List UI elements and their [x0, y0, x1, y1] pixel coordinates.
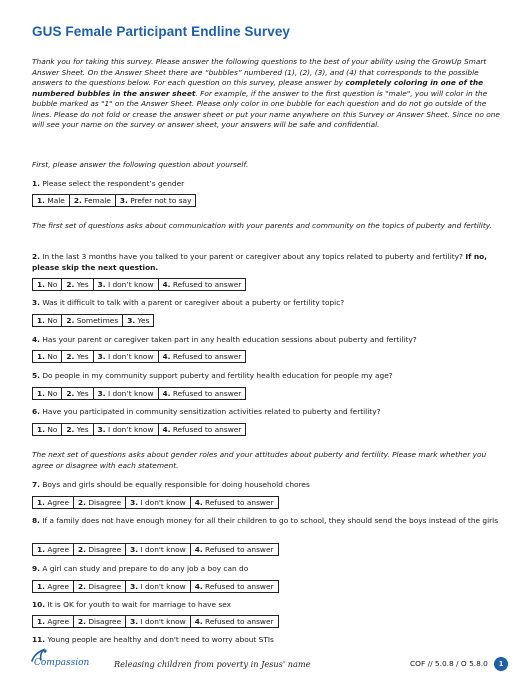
option-number: 3. — [97, 425, 106, 434]
intro-text-1: Thank you for taking this survey. Please answer the following questions to the best of your ability using the GrowUp Smart Answer Sheet. On the Answer Sheet there are “bubbles” numbered (1), (2), (3), and (4) that corresponds to the possible answers to the questions below. For each question on this survey, please answer by — [32, 57, 487, 87]
document-code: COF // 5.0.8 / O 5.8.0 — [410, 659, 488, 668]
option-agree[interactable] — [33, 616, 74, 627]
option-label: Yes — [137, 316, 150, 325]
option-disagree[interactable] — [74, 497, 126, 508]
option-number: 3. — [130, 617, 139, 626]
question-number: 2. — [32, 252, 40, 261]
options-q9 — [32, 580, 279, 593]
options-q10 — [32, 615, 279, 628]
options-q2 — [32, 278, 246, 291]
option-number: 1. — [37, 389, 45, 398]
option-label: Disagree — [88, 617, 122, 626]
option-dont-know[interactable] — [94, 424, 159, 435]
question-text: Young people are healthy and don't need to worry about STIs — [47, 635, 274, 644]
option-dont-know[interactable] — [126, 497, 191, 508]
option-number: 1. — [37, 316, 45, 325]
option-number: 2. — [66, 280, 75, 289]
option-label: I don’t know — [107, 280, 154, 289]
option-dont-know[interactable] — [94, 351, 159, 362]
option-number: 4. — [162, 280, 171, 289]
page-number-badge: 1 — [494, 657, 508, 671]
option-male[interactable] — [33, 195, 70, 206]
option-label: No — [47, 316, 58, 325]
option-prefer-not-to-say[interactable] — [116, 195, 196, 206]
option-number: 2. — [66, 389, 75, 398]
option-number: 1. — [37, 498, 45, 507]
option-female[interactable] — [70, 195, 116, 206]
option-number: 3. — [97, 352, 106, 361]
question-number: 4. — [32, 335, 40, 344]
option-number: 1. — [37, 280, 45, 289]
survey-title: GUS Female Participant Endline Survey — [32, 24, 291, 39]
option-number: 2. — [78, 545, 86, 554]
option-number: 4. — [194, 498, 203, 507]
question-7 — [32, 480, 504, 491]
option-number: 3. — [130, 498, 139, 507]
option-label: No — [47, 280, 58, 289]
options-q6 — [32, 423, 246, 436]
question-number: 9. — [32, 564, 40, 573]
option-label: Agree — [47, 582, 70, 591]
option-label: Refused to answer — [172, 389, 242, 398]
option-number: 1. — [37, 545, 45, 554]
option-yes[interactable] — [62, 388, 93, 399]
option-agree[interactable] — [33, 581, 74, 592]
option-number: 3. — [97, 280, 106, 289]
question-number: 11. — [32, 635, 46, 644]
option-number: 4. — [162, 389, 171, 398]
option-number: 3. — [119, 196, 128, 205]
option-agree[interactable] — [33, 544, 74, 555]
option-label: I don't know — [140, 498, 186, 507]
option-label: Agree — [47, 498, 70, 507]
option-number: 3. — [127, 316, 136, 325]
option-yes[interactable] — [62, 424, 93, 435]
option-yes[interactable] — [123, 315, 153, 326]
option-number: 2. — [78, 582, 86, 591]
question-number: 7. — [32, 480, 40, 489]
option-number: 3. — [97, 389, 106, 398]
option-refused[interactable] — [159, 388, 246, 399]
question-number: 8. — [32, 516, 40, 525]
option-label: Disagree — [88, 582, 122, 591]
option-number: 3. — [130, 545, 139, 554]
option-refused[interactable] — [191, 544, 278, 555]
option-label: Yes — [76, 280, 89, 289]
question-text: Has your parent or caregiver taken part in any health education sessions about puberty and fertility? — [42, 335, 417, 344]
option-no[interactable] — [33, 351, 62, 362]
option-yes[interactable] — [62, 279, 93, 290]
option-label: Agree — [47, 545, 70, 554]
option-dont-know[interactable] — [126, 616, 191, 627]
options-q1 — [32, 194, 196, 207]
option-number: 4. — [194, 617, 203, 626]
option-no[interactable] — [33, 424, 62, 435]
option-number: 1. — [37, 352, 45, 361]
options-q3 — [32, 314, 154, 327]
option-label: Male — [47, 196, 65, 205]
intro-emphasis: completely coloring in one of the numbered bubbles in the answer sheet — [32, 78, 484, 98]
option-refused[interactable] — [191, 581, 278, 592]
option-label: I don't know — [140, 582, 186, 591]
question-2 — [32, 252, 504, 273]
question-6 — [32, 407, 504, 418]
option-number: 2. — [66, 425, 75, 434]
option-label: I don’t know — [107, 389, 154, 398]
option-label: No — [47, 389, 58, 398]
question-number: 5. — [32, 371, 40, 380]
question-number: 10. — [32, 600, 46, 609]
intro-text-2: . For example, if the answer to the first question is "male", you will color in the bubble marked as "1" on the Answer Sheet. Please only color in one bubble for each question and do not go outside of the lines. Please do not fold or crease the answer sheet or put your name anywhere on this Survey or Answer Sheet. Since no one will see your name on the survey or answer sheet, your answers will be safe and confidential. — [32, 88, 500, 129]
option-no[interactable] — [33, 279, 62, 290]
option-label: Agree — [47, 617, 70, 626]
option-number: 2. — [78, 617, 86, 626]
option-label: I don't know — [140, 617, 186, 626]
option-label: Female — [84, 196, 111, 205]
question-8 — [32, 516, 504, 527]
intro-paragraph — [32, 57, 504, 131]
options-q5 — [32, 387, 246, 400]
option-label: Refused to answer — [205, 617, 274, 626]
question-text: Boys and girls should be equally responsible for doing household chores — [42, 480, 310, 489]
options-q7 — [32, 496, 279, 509]
question-number: 1. — [32, 179, 40, 188]
option-label: Yes — [76, 425, 89, 434]
option-number: 2. — [66, 316, 75, 325]
logo-wordmark: Compassion — [34, 658, 90, 668]
option-label: No — [47, 425, 58, 434]
option-refused[interactable] — [159, 351, 246, 362]
option-refused[interactable] — [159, 424, 246, 435]
logo-tagline: Releasing children from poverty in Jesus' name — [114, 659, 311, 669]
option-disagree[interactable] — [74, 544, 126, 555]
question-text: Was it difficult to talk with a parent or caregiver about a puberty or fertility topic? — [42, 298, 345, 307]
option-label: Refused to answer — [205, 582, 274, 591]
option-dont-know[interactable] — [126, 544, 191, 555]
question-text: In the last 3 months have you talked to your parent or caregiver about any topics related to puberty and fertility? — [42, 252, 466, 261]
option-label: Refused to answer — [172, 352, 242, 361]
question-number: 6. — [32, 407, 40, 416]
option-label: Sometimes — [76, 316, 119, 325]
option-sometimes[interactable] — [62, 315, 123, 326]
question-text: Please select the respondent’s gender — [42, 179, 185, 188]
question-4 — [32, 335, 504, 346]
question-9 — [32, 564, 504, 575]
question-text: Do people in my community support puberty and fertility health education for people my age? — [42, 371, 393, 380]
question-1 — [32, 179, 504, 190]
option-label: I don’t know — [107, 425, 154, 434]
option-label: Disagree — [88, 545, 122, 554]
compassion-logo — [30, 648, 330, 672]
option-number: 1. — [37, 582, 45, 591]
question-text: It is OK for youth to wait for marriage to have sex — [47, 600, 232, 609]
question-11 — [32, 635, 504, 646]
option-refused[interactable] — [191, 616, 278, 627]
option-number: 1. — [37, 617, 45, 626]
option-no[interactable] — [33, 388, 62, 399]
option-label: Refused to answer — [205, 545, 274, 554]
option-label: Refused to answer — [172, 425, 242, 434]
option-dont-know[interactable] — [126, 581, 191, 592]
option-no[interactable] — [33, 315, 62, 326]
question-3 — [32, 298, 504, 309]
option-label: Disagree — [88, 498, 122, 507]
question-10 — [32, 600, 504, 611]
option-label: Yes — [76, 352, 89, 361]
option-disagree[interactable] — [74, 616, 126, 627]
option-label: Yes — [76, 389, 89, 398]
option-agree[interactable] — [33, 497, 74, 508]
options-q8 — [32, 543, 279, 556]
option-number: 2. — [66, 352, 75, 361]
section-gender-heading: The next set of questions asks about gender roles and your attitudes about puberty and fertility. Please mark whether you agree or disagree with each statement. — [32, 450, 487, 470]
option-number: 4. — [162, 425, 171, 434]
option-label: I don't know — [140, 545, 186, 554]
option-label: Refused to answer — [205, 498, 274, 507]
option-refused[interactable] — [191, 497, 278, 508]
option-number: 1. — [37, 196, 45, 205]
option-number: 4. — [194, 582, 203, 591]
option-number: 1. — [37, 425, 45, 434]
option-dont-know[interactable] — [94, 279, 159, 290]
option-label: Prefer not to say — [130, 196, 192, 205]
skip-note: If no, please skip the next question. — [32, 252, 488, 272]
question-5 — [32, 371, 504, 382]
question-text: A girl can study and prepare to do any job a boy can do — [42, 564, 249, 573]
question-text: Have you participated in community sensitization activities related to puberty and fertility? — [42, 407, 381, 416]
option-number: 2. — [78, 498, 86, 507]
option-dont-know[interactable] — [94, 388, 159, 399]
question-number: 3. — [32, 298, 40, 307]
option-number: 2. — [73, 196, 82, 205]
option-refused[interactable] — [159, 279, 246, 290]
option-yes[interactable] — [62, 351, 93, 362]
option-label: No — [47, 352, 58, 361]
option-number: 4. — [162, 352, 171, 361]
option-label: Refused to answer — [172, 280, 242, 289]
question-text: If a family does not have enough money for all their children to go to school, they should send the boys instead of the girls — [42, 516, 499, 525]
section-self-heading: First, please answer the following question about yourself. — [32, 160, 249, 169]
section-communication-heading: The first set of questions asks about communication with your parents and community on the topics of puberty and fertility. — [32, 221, 492, 230]
options-q4 — [32, 350, 246, 363]
option-number: 4. — [194, 545, 203, 554]
option-label: I don’t know — [107, 352, 154, 361]
option-number: 3. — [130, 582, 139, 591]
option-disagree[interactable] — [74, 581, 126, 592]
